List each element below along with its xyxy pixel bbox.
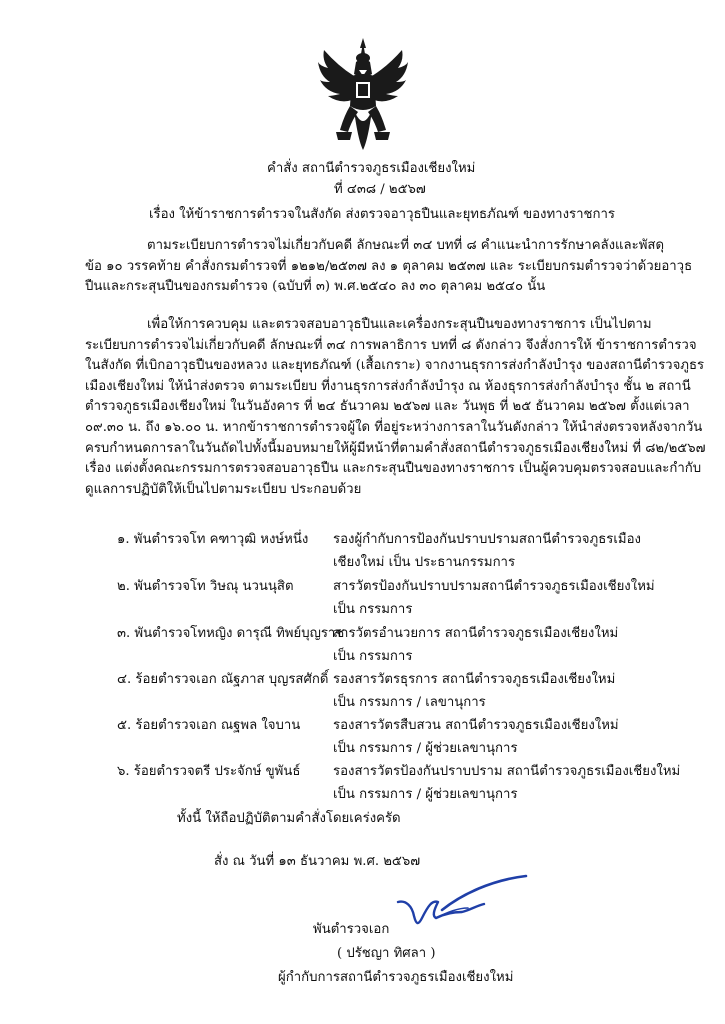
signer-rank: พันตำรวจเอก xyxy=(313,922,390,937)
paragraph-regulations xyxy=(85,236,693,298)
committee-member-role: เป็น กรรมการ xyxy=(333,649,413,664)
committee-member-role: เป็น กรรมการ xyxy=(333,602,413,617)
paragraph-line: ๐๙.๓๐ น. ถึง ๑๖.๐๐ น. หากข้าราชการตำรวจผู้ใด ที่อยู่ระหว่างการลาในวันดังกล่าว ให้นำส่งตรวจหลังจากวัน xyxy=(85,419,703,435)
committee-member-position: รองผู้กำกับการป้องกันปราบปรามสถานีตำรวจภูธรเมือง xyxy=(333,532,641,547)
signer-name: ( ปรัชญา ทิศลา ) xyxy=(337,946,436,961)
handwritten-signature-icon xyxy=(392,872,532,932)
committee-member-name: ๕. ร้อยตำรวจเอก ณฐพล ใจบาน xyxy=(117,718,301,733)
garuda-emblem-icon xyxy=(318,36,408,152)
paragraph-line: ระเบียบการตำรวจไม่เกี่ยวกับคดี ลักษณะที่ ๓๔ การพลาธิการ บทที่ ๘ ดังกล่าว จึงสั่งการให้ ข้าราชการตำรวจ xyxy=(85,337,697,353)
order-subject: เรื่อง ให้ข้าราชการตำรวจในสังกัด ส่งตรวจอาวุธปืนและยุทธภัณฑ์ ของทางราชการ xyxy=(149,207,615,222)
committee-member-name: ๓. พันตำรวจโทหญิง ดารุณี ทิพย์บุญราช xyxy=(117,626,345,641)
paragraph-line: ดูแลการปฏิบัติให้เป็นไปตามระเบียบ ประกอบด้วย xyxy=(85,481,362,497)
paragraph-line: ข้อ ๑๐ วรรคท้าย คำสั่งกรมตำรวจที่ ๑๒๑๒/๒๕๓๗ ลง ๑ ตุลาคม ๒๕๓๗ และ ระเบียบกรมตำรวจว่าด้วยอาวุธ xyxy=(85,258,693,274)
closing-statement: ทั้งนี้ ให้ถือปฏิบัติตามคำสั่งโดยเคร่งครัด xyxy=(177,811,401,826)
order-number: ที่ ๔๓๘ / ๒๕๖๗ xyxy=(334,182,426,197)
committee-member-name: ๔. ร้อยตำรวจเอก ณัฐภาส บุญรสศักดิ์ xyxy=(117,672,329,687)
signer-title: ผู้กำกับการสถานีตำรวจภูธรเมืองเชียงใหม่ xyxy=(278,970,514,985)
order-date: สั่ง ณ วันที่ ๑๓ ธันวาคม พ.ศ. ๒๕๖๗ xyxy=(214,854,421,869)
paragraph-line: ในสังกัด ที่เบิกอาวุธปืนของหลวง และยุทธภัณฑ์ (เสื้อเกราะ) จากงานธุรการส่งกำลังบำรุง ของสถานีตำรวจภูธร xyxy=(85,358,705,374)
committee-member-role: เชียงใหม่ เป็น ประธานกรรมการ xyxy=(333,555,516,570)
paragraph-line: ตามระเบียบการตำรวจไม่เกี่ยวกับคดี ลักษณะที่ ๓๔ บทที่ ๘ คำแนะนำการรักษาคลังและพัสดุ xyxy=(147,238,665,253)
order-title: คำสั่ง สถานีตำรวจภูธรเมืองเชียงใหม่ xyxy=(267,161,476,176)
committee-member-role: เป็น กรรมการ / ผู้ช่วยเลขานุการ xyxy=(333,741,518,756)
committee-member-name: ๑. พันตำรวจโท คฑาวุฒิ หงษ์หนึ่ง xyxy=(117,532,309,547)
committee-member-role: เป็น กรรมการ / ผู้ช่วยเลขานุการ xyxy=(333,787,518,802)
committee-member-position: รองสารวัตรธุรการ สถานีตำรวจภูธรเมืองเชียงใหม่ xyxy=(333,672,616,687)
committee-member-role: เป็น กรรมการ / เลขานุการ xyxy=(333,695,486,710)
paragraph-line: เมืองเชียงใหม่ ให้นำส่งตรวจ ตามระเบียบ ที่งานธุรการส่งกำลังบำรุง ณ ห้องธุรการส่งกำลังบำรุง ชั้น ๒ สถานี xyxy=(85,378,691,394)
paragraph-line: ปืนและกระสุนปืนของกรมตำรวจ (ฉบับที่ ๓) พ.ศ.๒๕๔๐ ลง ๓๐ ตุลาคม ๒๕๔๐ นั้น xyxy=(85,279,546,295)
committee-member-position: สารวัตรป้องกันปราบปรามสถานีตำรวจภูธรเมืองเชียงใหม่ xyxy=(333,579,655,594)
committee-member-name: ๖. ร้อยตำรวจตรี ประจักษ์ ขูพันธ์ xyxy=(117,764,301,779)
paragraph-line: เพื่อให้การควบคุม และตรวจสอบอาวุธปืนและเครื่องกระสุนปืนของทางราชการ เป็นไปตาม xyxy=(147,317,652,332)
committee-member-position: รองสารวัตรป้องกันปราบปราม สถานีตำรวจภูธรเมืองเชียงใหม่ xyxy=(333,764,681,779)
committee-member-position: สารวัตรอำนวยการ สถานีตำรวจภูธรเมืองเชียงใหม่ xyxy=(333,626,619,641)
paragraph-instructions xyxy=(85,315,706,500)
committee-member-position: รองสารวัตรสืบสวน สถานีตำรวจภูธรเมืองเชียงใหม่ xyxy=(333,718,619,733)
paragraph-line: ตำรวจภูธรเมืองเชียงใหม่ ในวันอังคาร ที่ ๒๔ ธันวาคม ๒๕๖๗ และ วันพุธ ที่ ๒๕ ธันวาคม ๒๕๖๗ ตั้งแต่เวลา xyxy=(85,399,690,415)
committee-member-name: ๒. พันตำรวจโท วิษณุ นวนนุสิต xyxy=(117,579,294,594)
paragraph-line: เรื่อง แต่งตั้งคณะกรรมการตรวจสอบอาวุธปืน และกระสุนปืนของทางราชการ เป็นผู้ควบคุมตรวจสอบและกำกับ xyxy=(85,461,702,477)
paragraph-line: ครบกำหนดการลาในวันถัดไปทั้งนี้มอบหมายให้ผู้มีหน้าที่ตามคำสั่งสถานีตำรวจภูธรเมืองเชียงใหม่ ที่ ๘๒/๒๕๖๗ xyxy=(85,440,706,456)
